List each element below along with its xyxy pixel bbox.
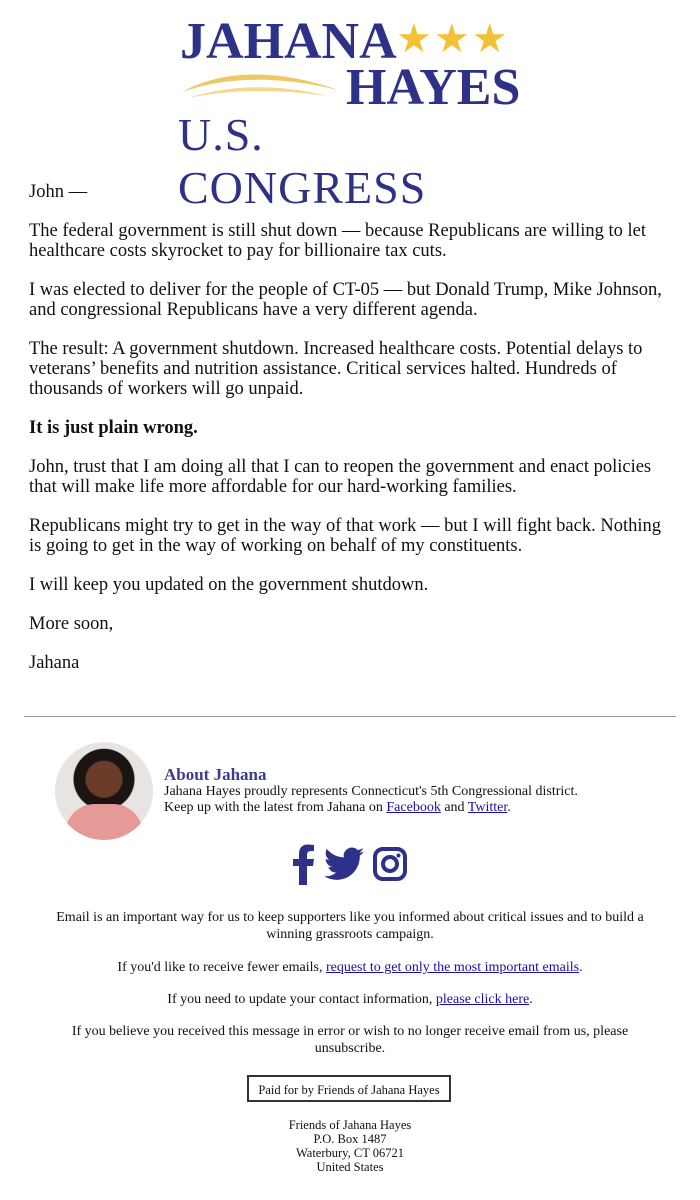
update-contact-link[interactable]: please click here — [435, 992, 530, 1007]
fewer-emails-line: If you'd like to receive fewer emails, request to get only the most important emails. — [117, 960, 583, 975]
paragraph: I was elected to deliver for the people of CT-05 — but Donald Trump, Mike Johnson, and congressional Republicans have a very different agenda. — [29, 280, 662, 320]
logo-swoosh-icon — [178, 64, 348, 104]
logo-hayes: HAYES — [346, 59, 521, 116]
address-line: Waterbury, CT 06721 — [295, 1146, 404, 1160]
twitter-icon[interactable] — [324, 847, 364, 881]
twitter-link[interactable]: Twitter — [467, 800, 508, 815]
fewer-emails-link[interactable]: request to get only the most important emails — [325, 960, 580, 975]
instagram-icon[interactable] — [372, 846, 408, 882]
address-line: P.O. Box 1487 — [313, 1132, 387, 1146]
unsubscribe-note: If you believe you received this message in error or wish to no longer receive email from us, please unsubscribe. — [71, 1024, 629, 1056]
paragraph: John, trust that I am doing all that I can to reopen the government and enact policies that will make life more affordable for our hard-working families. — [29, 457, 652, 497]
address-line: Friends of Jahana Hayes — [288, 1118, 412, 1132]
email-note: Email is an important way for us to keep supporters like you informed about critical issues and to build a winning grassroots campaign. — [56, 910, 644, 942]
about-text: Keep up with the latest from Jahana on — [164, 800, 387, 815]
update-text: If you need to update your contact information, — [167, 992, 436, 1007]
paragraph: Republicans might try to get in the way of that work — but I will fight back. Nothing is going to get in the way of working on behalf of my constituents. — [29, 516, 661, 556]
avatar — [55, 742, 153, 840]
logo-jahana: JAHANA — [180, 13, 397, 70]
about-title: About Jahana — [164, 765, 267, 784]
about-section — [164, 766, 578, 816]
closing: More soon, — [29, 614, 114, 634]
address-line: United States — [316, 1160, 384, 1174]
paragraph: I will keep you updated on the government shutdown. — [29, 575, 429, 595]
bold-statement — [29, 418, 669, 438]
update-contact-line: If you need to update your contact information, please click here. — [167, 992, 533, 1007]
mailing-address — [200, 1118, 500, 1174]
about-line1: Jahana Hayes proudly represents Connecticut's 5th Congressional district. — [164, 784, 578, 799]
logo-stars: ★★★ — [396, 16, 510, 62]
about-text: and — [440, 800, 468, 815]
about-text: . — [507, 800, 511, 815]
paragraph: The result: A government shutdown. Increased healthcare costs. Potential delays to veterans’ benefits and nutrition assistance. Critical services halted. Hundreds of thousands of workers will go unpaid. — [29, 339, 643, 399]
divider — [24, 716, 676, 717]
about-line2 — [164, 800, 578, 816]
email-body — [29, 182, 669, 692]
paragraph: The federal government is still shut down — because Republicans are willing to let healthcare costs skyrocket to pay for billionaire tax cuts. — [29, 221, 647, 261]
bold-text: It is just plain wrong. — [29, 418, 198, 438]
signature: Jahana — [29, 653, 80, 673]
jahana-hayes-logo — [178, 13, 524, 213]
fewer-text: If you'd like to receive fewer emails, — [117, 960, 326, 975]
logo-us-congress: U.S. CONGRESS — [178, 109, 427, 213]
paid-for-disclaimer: Paid for by Friends of Jahana Hayes — [247, 1075, 451, 1102]
facebook-link[interactable]: Facebook — [386, 800, 441, 815]
social-icons — [290, 843, 408, 885]
greeting: John — — [29, 182, 88, 202]
facebook-icon[interactable] — [290, 843, 316, 885]
